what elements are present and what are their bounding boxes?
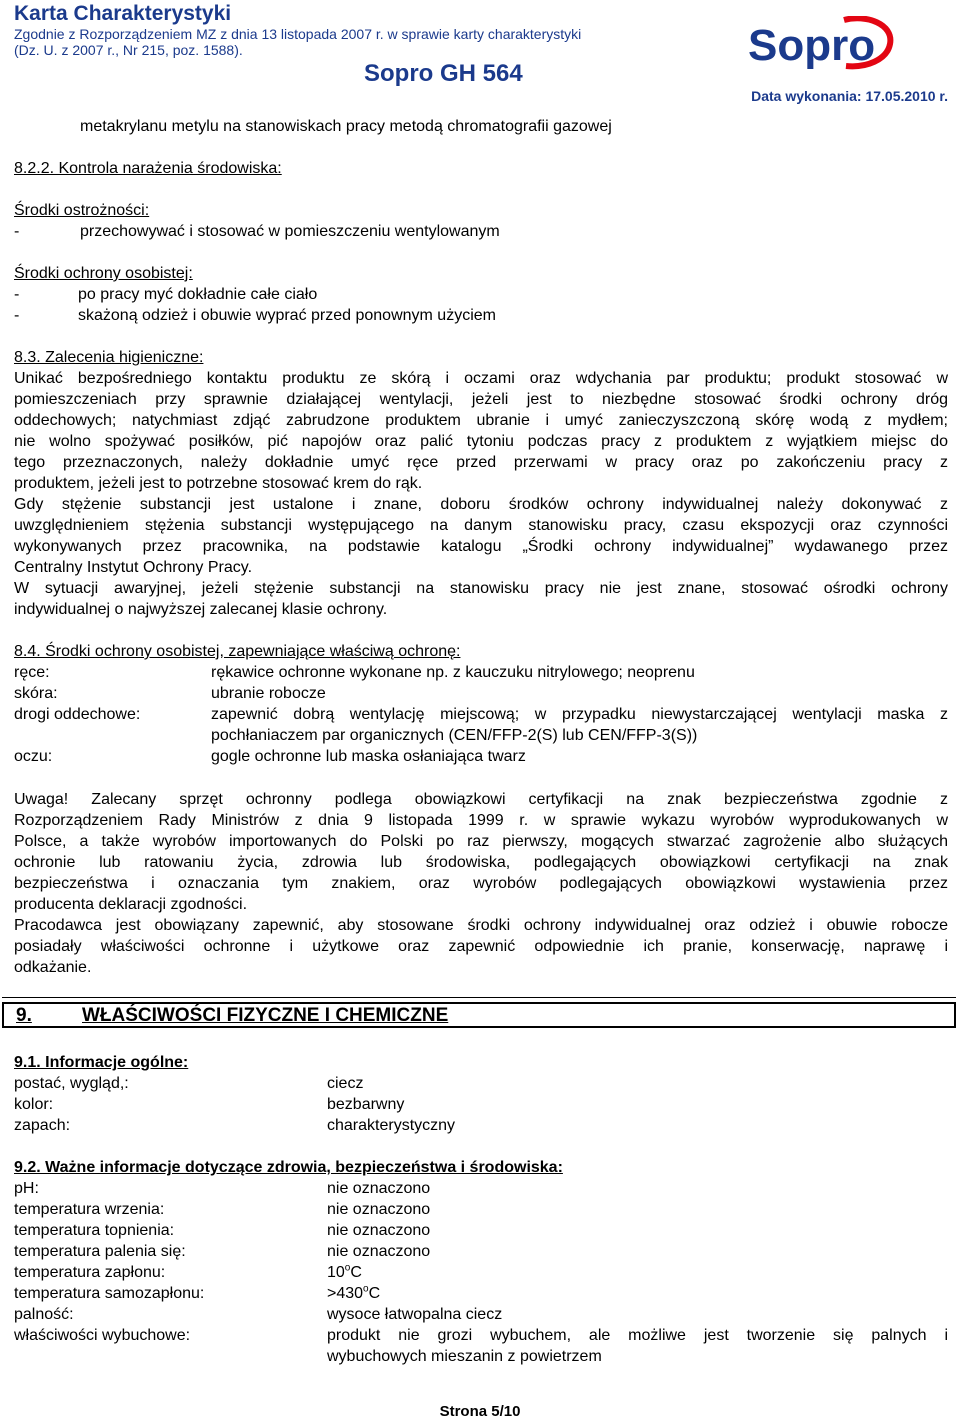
property-label: temperatura palenia się: xyxy=(14,1243,186,1260)
property-label: postać, wygląd,: xyxy=(14,1075,129,1092)
issue-date: Data wykonania: 17.05.2010 r. xyxy=(751,88,948,104)
text-line: tego przeznaczonych, należy dokładnie umyć ręce przed przerwami w pracy oraz po zakończeniu pracy z xyxy=(14,454,948,471)
header-journal-ref: (Dz. U. z 2007 r., Nr 215, poz. 1588). xyxy=(14,42,243,58)
property-value xyxy=(327,1262,362,1283)
heading-9-2: 9.2. Ważne informacje dotyczące zdrowia, bezpieczeństwa i środowiska: xyxy=(14,1159,563,1176)
text-line: produkt nie grozi wybuchem, ale możliwe jest tworzenie się palnych i xyxy=(327,1327,948,1344)
ppe-value xyxy=(211,704,948,746)
ppe-label: ręce: xyxy=(14,664,50,681)
header-title: Karta Charakterystyki xyxy=(14,2,232,25)
property-label: właściwości wybuchowe: xyxy=(14,1327,191,1344)
degree-mark: o xyxy=(344,1262,351,1274)
ppe-value: ubranie robocze xyxy=(211,685,326,702)
page-number: Strona 5/10 xyxy=(439,1403,521,1420)
personal-item: po pracy myć dokładnie całe ciało xyxy=(78,286,318,303)
text-line: Centralny Instytut Ochrony Pracy. xyxy=(14,559,253,576)
text-line: ochronie lub ratowaniu życia, zdrowia lub środowiska, podlegających obowiązkowi certyfikacji na znak xyxy=(14,854,948,871)
certification-note xyxy=(14,789,948,915)
precaution-item: przechowywać i stosować w pomieszczeniu wentylowanym xyxy=(80,223,500,240)
intro-line: metakrylanu metylu na stanowiskach pracy metodą chromatografii gazowej xyxy=(80,118,612,135)
header-regulation: Zgodnie z Rozporządzeniem MZ z dnia 13 listopada 2007 r. w sprawie karty charakterystyki xyxy=(14,26,582,42)
employer-note xyxy=(14,915,948,978)
section-number: 9. xyxy=(16,1005,32,1026)
personal-item: skażoną odzież i obuwie wyprać przed ponownym użyciem xyxy=(78,307,496,324)
property-value: charakterystyczny xyxy=(327,1117,456,1134)
ppe-label: drogi oddechowe: xyxy=(14,706,141,723)
text-line: Pracodawca jest obowiązany zapewnić, aby stosowane środki ochrony indywidualnej oraz odzież i obuwie robocze xyxy=(14,917,948,934)
property-label: pH: xyxy=(14,1180,39,1197)
property-value: nie oznaczono xyxy=(327,1243,431,1260)
text-line: indywidualnej o najwyższej zalecanej klasie ochrony. xyxy=(14,601,388,618)
property-value: nie oznaczono xyxy=(327,1201,431,1218)
heading-8-2-2: 8.2.2. Kontrola narażenia środowiska: xyxy=(14,160,282,177)
heading-8-4: 8.4. Środki ochrony osobistej, zapewniające właściwą ochronę: xyxy=(14,643,461,660)
degree-mark: o xyxy=(363,1283,369,1295)
property-value xyxy=(327,1325,948,1367)
text-line: bezpieczeństwa i oznaczania tym znakiem, oraz wyrobów podlegających obowiązkowi wystawienia przez xyxy=(14,875,948,892)
text-line: pomieszczeniach przy sprawnie działającej wentylacji, jeżeli jest to niezbędne stosować środki ochrony dróg xyxy=(14,391,948,408)
text-line: Rozporządzeniem Rady Ministrów z dnia 9 listopada 1999 r. w sprawie wykazu wyrobów wyprodukowanych w xyxy=(14,812,948,829)
section-title: WŁAŚCIWOŚCI FIZYCZNE I CHEMICZNE xyxy=(82,1005,449,1026)
text-line: Gdy stężenie substancji jest ustalone i znane, doboru środków ochrony indywidualnej należy dokonywać z xyxy=(14,496,948,513)
property-value: nie oznaczono xyxy=(327,1180,431,1197)
hygiene-paragraph-3 xyxy=(14,578,948,620)
heading-9-1: 9.1. Informacje ogólne: xyxy=(14,1054,189,1071)
text-line: pochłaniaczem par organicznych (CEN/FFP-2(S) lub CEN/FFP-3(S)) xyxy=(211,727,698,744)
ppe-label: oczu: xyxy=(14,748,53,765)
heading-8-3: 8.3. Zalecenia higieniczne: xyxy=(14,349,204,366)
value-number: 10 xyxy=(327,1264,345,1281)
text-line: Unikać bezpośredniego kontaktu produktu ze skórą i oczami oraz wdychania par produktu; produkt stosować w xyxy=(14,370,948,387)
hygiene-paragraph-2 xyxy=(14,494,948,578)
property-value: wysoce łatwopalna ciecz xyxy=(327,1306,503,1323)
text-line: Uwaga! Zalecany sprzęt ochronny podlega obowiązkowi certyfikacji na znak bezpieczeństwa zgodnie z xyxy=(14,791,948,808)
sopro-logo xyxy=(748,16,894,74)
property-value: bezbarwny xyxy=(327,1096,405,1113)
property-value xyxy=(327,1283,380,1304)
text-line: W sytuacji awaryjnej, jeżeli stężenie substancji na stanowisku pracy nie jest znane, stosować ośrodki ochrony xyxy=(14,580,948,597)
property-label: kolor: xyxy=(14,1096,54,1113)
ppe-label: skóra: xyxy=(14,685,58,702)
personal-protection-heading: Środki ochrony osobistej: xyxy=(14,265,193,282)
text-line: wykonywanych przez pracownika, na podstawie katalogu „Środki ochrony indywidualnej” wydawanego przez xyxy=(14,538,948,555)
text-line: oddechowych; natychmiast zdjąć zabrudzone produktem ubranie i umyć zanieczyszczoną skórę wodą z mydłem; xyxy=(14,412,948,429)
logo-wordmark: Sopro xyxy=(748,21,876,70)
hygiene-paragraph-1 xyxy=(14,368,948,494)
product-name: Sopro GH 564 xyxy=(364,60,523,87)
property-label: temperatura zapłonu: xyxy=(14,1264,166,1281)
property-label: palność: xyxy=(14,1306,74,1323)
text-line: zapewnić dobrą wentylację miejscową; w przypadku niewystarczającej wentylacji maska z xyxy=(211,706,948,723)
precaution-dash: - xyxy=(14,223,20,240)
personal-dash: - xyxy=(14,307,20,324)
value-unit: C xyxy=(350,1264,362,1281)
property-label: temperatura topnienia: xyxy=(14,1222,175,1239)
text-line: posiadały właściwości ochronne i użytkowe oraz zapewnić odpowiednie ich pranie, konserwację, naprawę i xyxy=(14,938,948,955)
value-number: >430 xyxy=(327,1285,364,1302)
text-line: producenta deklaracji zgodności. xyxy=(14,896,248,913)
section-divider xyxy=(2,997,956,998)
property-label: zapach: xyxy=(14,1117,71,1134)
text-line: wybuchowych mieszanin z powietrzem xyxy=(327,1348,602,1365)
text-line: nie wolno spożywać posiłków, pić napojów oraz palić tytoniu podczas pracy z produktem z wyjątkiem miejsc do xyxy=(14,433,948,450)
property-value: nie oznaczono xyxy=(327,1222,431,1239)
precautions-heading: Środki ostrożności: xyxy=(14,202,150,219)
personal-dash: - xyxy=(14,286,20,303)
property-value: ciecz xyxy=(327,1075,364,1092)
property-label: temperatura samozapłonu: xyxy=(14,1285,205,1302)
ppe-value: rękawice ochronne wykonane np. z kauczuku nitrylowego; neoprenu xyxy=(211,664,695,681)
text-line: uwzględnieniem stężenia substancji występującego na danym stanowisku pracy, czasu ekspozycji oraz czynności xyxy=(14,517,948,534)
text-line: produktem, jeżeli jest to potrzebne stosować krem do rąk. xyxy=(14,475,423,492)
value-unit: C xyxy=(368,1285,381,1302)
property-label: temperatura wrzenia: xyxy=(14,1201,165,1218)
section-9-header xyxy=(2,1002,956,1028)
text-line: odkażanie. xyxy=(14,959,92,976)
ppe-value: gogle ochronne lub maska osłaniająca twarz xyxy=(211,748,526,765)
text-line: Polsce, a także wyrobów importowanych do Polski po raz pierwszy, mogących stwarzać zagrożenie albo służących xyxy=(14,833,948,850)
